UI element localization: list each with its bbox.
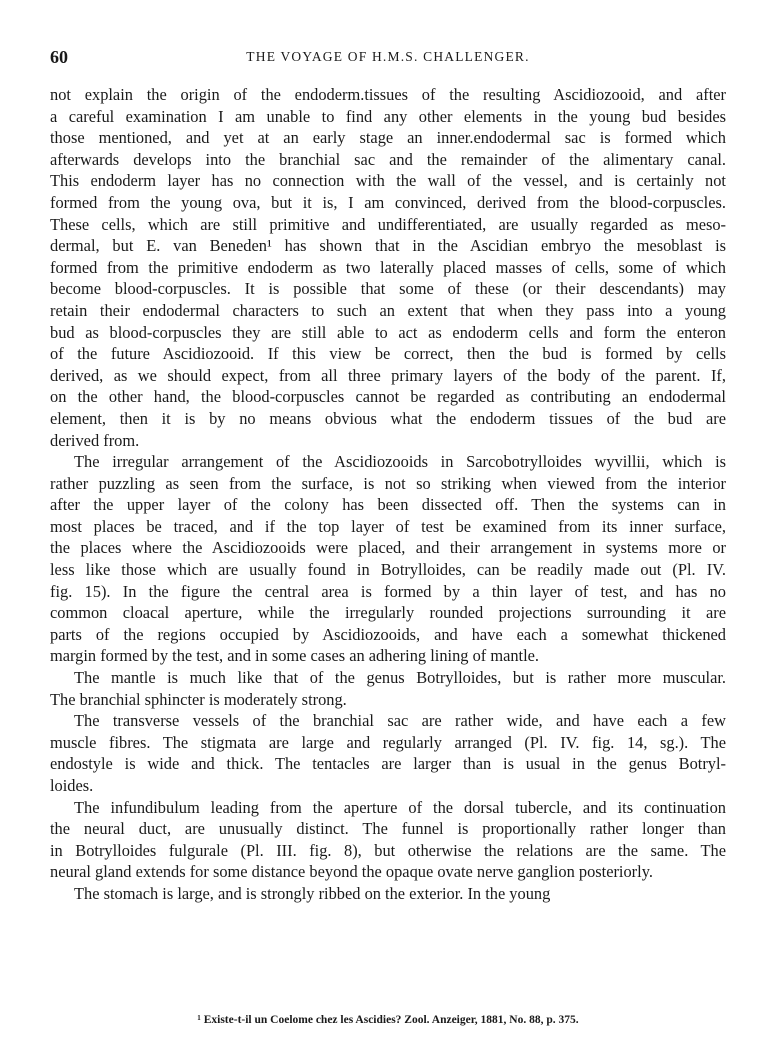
text-line: element, then it is by no means obvious what the endoderm tissues of the bud are <box>50 408 726 428</box>
page-number: 60 <box>50 47 68 67</box>
paragraph <box>50 797 726 883</box>
text-line: The infundibulum leading from the aperture of the dorsal tubercle, and its continuation <box>74 797 726 817</box>
text-line: The stomach is large, and is strongly ribbed on the exterior. In the young <box>74 883 551 903</box>
text-line: most places be traced, and if the top layer of test be examined from its inner surface, <box>50 516 726 536</box>
text-line: This endoderm layer has no connection with the wall of the vessel, and is certainly not <box>50 171 726 191</box>
text-line: the places where the Ascidiozooids were placed, and their arrangement in systems more or <box>50 538 726 558</box>
text-line: after the upper layer of the colony has been dissected off. Then the systems can in <box>50 495 726 515</box>
text-line: bud as blood-corpuscles they are still able to act as endoderm cells and form the enteron <box>50 322 726 342</box>
paragraph <box>50 84 726 451</box>
text-line: on the other hand, the blood-corpuscles cannot be regarded as contributing an endodermal <box>50 387 726 407</box>
text-line: The branchial sphincter is moderately strong. <box>50 689 347 709</box>
text-line: not explain the origin of the endoderm.tissues of the resulting Ascidiozooid, and after <box>50 85 726 104</box>
text-line: loides. <box>50 776 94 795</box>
paragraph <box>50 710 726 796</box>
text-line: those mentioned, and yet at an early stage an inner.endodermal sac is formed which <box>50 128 726 148</box>
text-line: endostyle is wide and thick. The tentacles are larger than is usual in the genus Botryl- <box>50 754 726 774</box>
text-line: formed from the young ova, but it is, I am convinced, derived from the blood-corpuscles. <box>50 192 726 212</box>
text-line: common cloacal aperture, while the irregularly rounded projections surrounding it are <box>50 603 726 623</box>
body-text <box>50 84 726 905</box>
text-line: formed from the primitive endoderm as two laterally placed masses of cells, some of which <box>50 257 726 277</box>
text-line: retain their endodermal characters to such an extent that when they pass into a young <box>50 300 726 320</box>
text-line: derived, as we should expect, from all three primary layers of the body of the parent. If, <box>50 365 726 385</box>
footnote: ¹ Existe-t-il un Coelome chez les Ascidies? Zool. Anzeiger, 1881, No. 88, p. 375. <box>197 1014 579 1026</box>
text-line: less like those which are usually found in Botrylloides, can be readily made out (Pl. IV. <box>50 560 726 580</box>
paragraph <box>50 451 726 667</box>
text-line: of the future Ascidiozooid. If this view be correct, then the bud is formed by cells <box>50 344 726 364</box>
text-line: afterwards develops into the branchial sac and the remainder of the alimentary canal. <box>50 149 726 169</box>
text-line: muscle fibres. The stigmata are large and regularly arranged (Pl. IV. fig. 14, sg.). The <box>50 732 726 752</box>
text-line: derived from. <box>50 430 140 450</box>
text-line: The mantle is much like that of the genus Botrylloides, but is rather more muscular. <box>74 668 726 688</box>
running-head: THE VOYAGE OF H.M.S. CHALLENGER. <box>246 49 530 64</box>
text-line: fig. 15). In the figure the central area is formed by a thin layer of test, and has no <box>50 581 726 601</box>
text-line: The irregular arrangement of the Ascidiozooids in Sarcobotrylloides wyvillii, which is <box>74 452 726 472</box>
paragraph <box>50 667 726 710</box>
text-line: in Botrylloides fulgurale (Pl. III. fig. 8), but otherwise the relations are the same. The <box>50 840 726 860</box>
text-line: neural gland extends for some distance beyond the opaque ovate nerve ganglion posteriorly. <box>50 862 653 882</box>
text-line: The transverse vessels of the branchial sac are rather wide, and have each a few <box>74 711 726 731</box>
page-header <box>50 47 726 67</box>
text-line: parts of the regions occupied by Ascidiozooids, and have each a somewhat thickened <box>50 624 726 644</box>
text-line: rather puzzling as seen from the surface, is not so striking when viewed from the interior <box>50 473 726 493</box>
text-line: dermal, but E. van Beneden¹ has shown that in the Ascidian embryo the mesoblast is <box>50 236 726 256</box>
paragraph <box>50 883 726 905</box>
text-line: These cells, which are still primitive and undifferentiated, are usually regarded as meso- <box>50 214 726 234</box>
text-line: a careful examination I am unable to find any other elements in the young bud besides <box>50 106 726 126</box>
text-line: margin formed by the test, and in some cases an adhering lining of mantle. <box>50 646 540 666</box>
text-line: the neural duct, are unusually distinct. The funnel is proportionally rather longer than <box>50 819 726 839</box>
text-line: become blood-corpuscles. It is possible that some of these (or their descendants) may <box>50 279 726 299</box>
